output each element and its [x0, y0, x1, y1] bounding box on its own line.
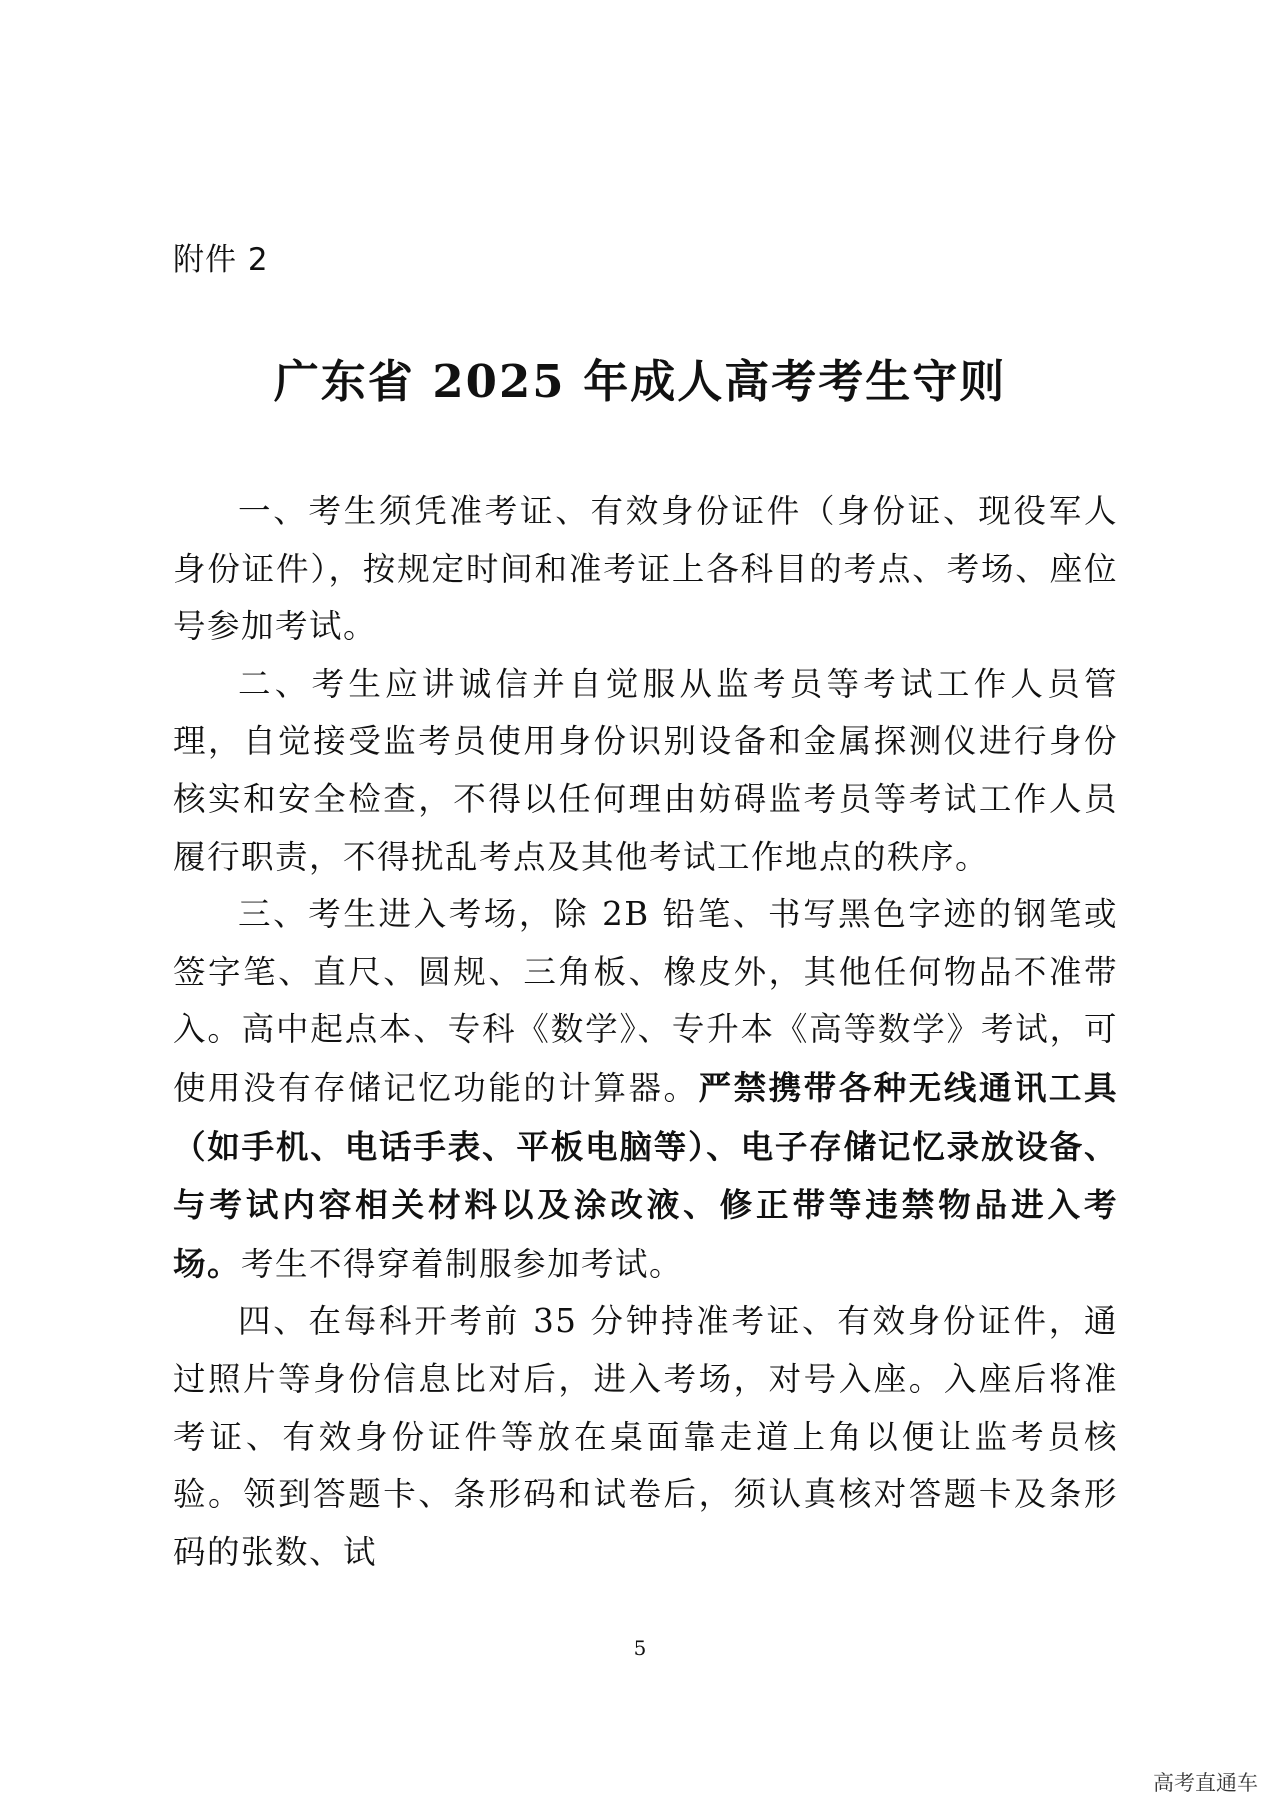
source-watermark: 高考直通车: [1153, 1771, 1258, 1795]
paragraph-3: [173, 886, 1118, 1293]
paragraph-3-text-b: 考生不得穿着制服参加考试。: [241, 1244, 684, 1283]
paragraph-3-bold-text: 严禁携带各种无线通讯工具（如手机、电话手表、平板电脑等）、电子存储记忆录放设备、与考试内容相关材料以及涂改液、修正带等违禁物品进入考场。: [173, 1067, 1118, 1283]
attachment-label: 附件 2: [173, 242, 269, 278]
paragraph-3-text-a: 三、考生进入考场，除 2B 铅笔、书写黑色字迹的钢笔或签字笔、直尺、圆规、三角板、橡皮外，其他任何物品不准带入。高中起点本、专科《数学》、专升本《高等数学》考试，可使用没有存储记忆功能的计算器。: [173, 895, 1118, 1107]
paragraph-2: 二、考生应讲诚信并自觉服从监考员等考试工作人员管理，自觉接受监考员使用身份识别设备和金属探测仪进行身份核实和安全检查，不得以任何理由妨碍监考员等考试工作人员履行职责，不得扰乱考点及其他考试工作地点的秩序。: [173, 664, 1118, 876]
page-number: 5: [633, 1636, 647, 1660]
paragraph-4: 四、在每科开考前 35 分钟持准考证、有效身份证件，通过照片等身份信息比对后，进入考场，对号入座。入座后将准考证、有效身份证件等放在桌面靠走道上角以便让监考员核验。领到答题卡、条形码和试卷后，须认真核对答题卡及条形码的张数、试: [173, 1302, 1118, 1571]
paragraph-1: 一、考生须凭准考证、有效身份证件（身份证、现役军人身份证件），按规定时间和准考证上各科目的考点、考场、座位号参加考试。: [173, 492, 1118, 646]
document-title: 广东省 2025 年成人高考考生守则: [273, 355, 1007, 408]
document-body: [173, 483, 1118, 1581]
